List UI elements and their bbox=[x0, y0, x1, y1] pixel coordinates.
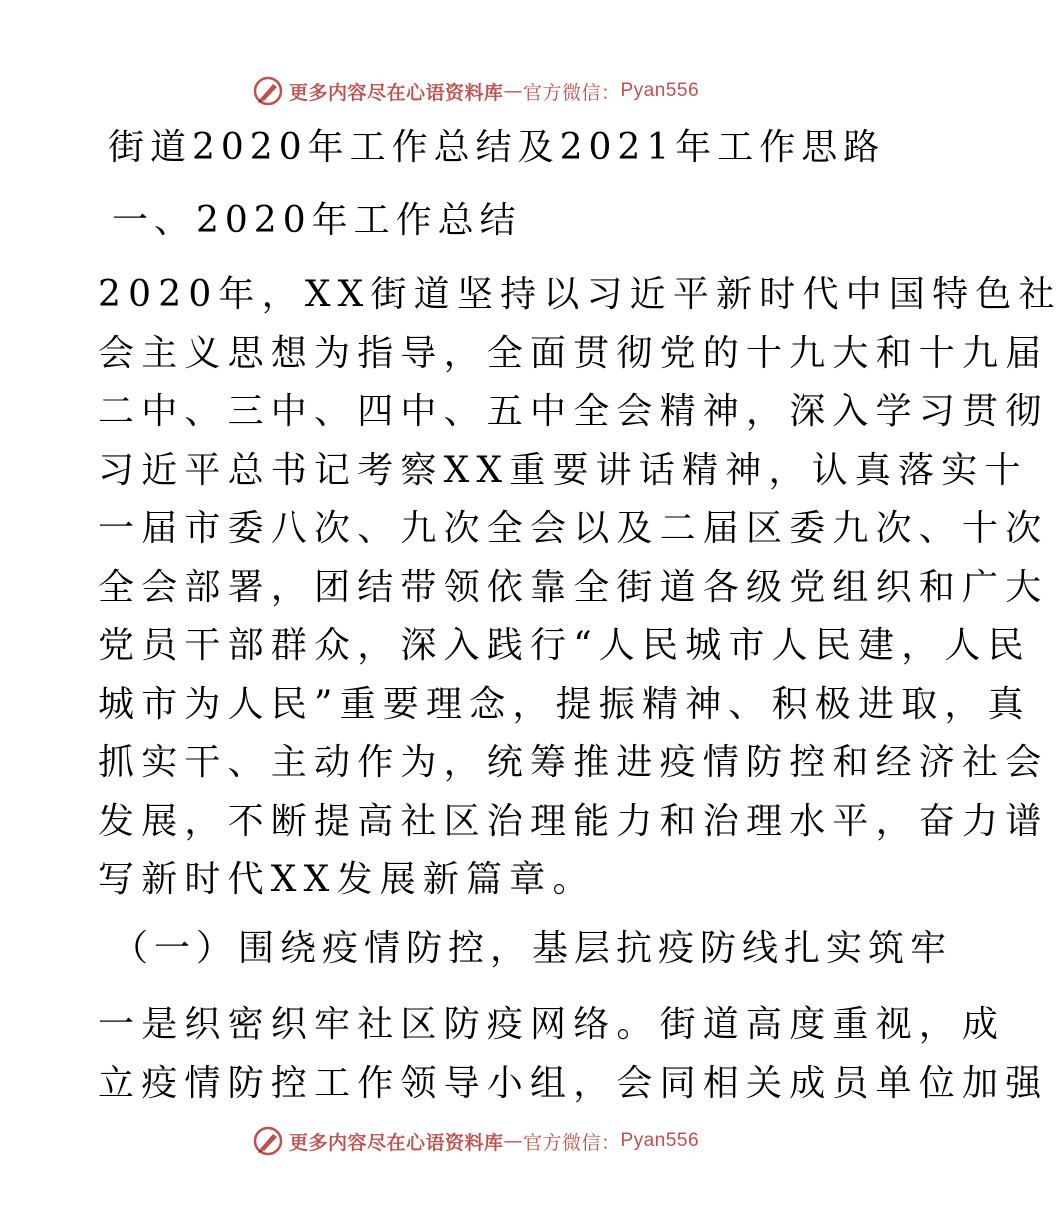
watermark-wechat-label: 官方微信： bbox=[522, 81, 621, 104]
text-line: 全会部署，团结带领依靠全街道各级党组织和广大 bbox=[98, 566, 1049, 608]
pen-logo-icon bbox=[251, 1124, 285, 1158]
text-line: 写新时代XX发展新篇章。 bbox=[98, 859, 596, 900]
text-line: 立疫情防控工作领导小组，会同相关成员单位加强 bbox=[98, 1062, 1049, 1104]
text-line: 习近平总书记考察XX重要讲话精神，认真落实十 bbox=[98, 449, 1028, 491]
text-line: 会主义思想为指导，全面贯彻党的十九大和十九届 bbox=[98, 332, 1049, 374]
document-title: 街道2020年工作总结及2021年工作思路 bbox=[108, 127, 886, 168]
watermark-dash: — bbox=[503, 1130, 523, 1152]
watermark-account: Pyan556 bbox=[620, 80, 700, 101]
watermark-dash: — bbox=[503, 80, 523, 102]
watermark-header bbox=[0, 74, 950, 108]
watermark-site: 更多内容尽在心语资料库 bbox=[288, 81, 504, 104]
pen-logo-icon bbox=[251, 74, 285, 108]
subsection-heading: （一）围绕疫情防控，基层抗疫防线扎实筑牢 bbox=[112, 928, 953, 969]
text-line: 2020年，XX街道坚持以习近平新时代中国特色社 bbox=[98, 274, 1062, 315]
text-line: 城市为人民”重要理念，提振精神、积极进取，真 bbox=[98, 683, 1031, 725]
paragraph-epidemic bbox=[98, 996, 1049, 1113]
watermark-footer bbox=[0, 1124, 950, 1158]
text-line: 党员干部群众，深入践行“人民城市人民建，人民 bbox=[98, 625, 1031, 666]
text-line: 抓实干、主动作为，统筹推进疫情防控和经济社会 bbox=[98, 742, 1049, 783]
watermark-wechat-label: 官方微信： bbox=[522, 1131, 621, 1154]
section-heading: 一、2020年工作总结 bbox=[112, 200, 522, 241]
text-line: 二中、三中、四中、五中全会精神，深入学习贯彻 bbox=[98, 391, 1049, 432]
paragraph-summary bbox=[98, 266, 1062, 910]
watermark-site: 更多内容尽在心语资料库 bbox=[288, 1131, 504, 1154]
text-line: 一届市委八次、九次全会以及二届区委九次、十次 bbox=[98, 508, 1049, 549]
text-line: 一是织密织牢社区防疫网络。街道高度重视，成 bbox=[98, 1004, 1006, 1045]
text-line: 发展，不断提高社区治理能力和治理水平，奋力谱 bbox=[98, 800, 1049, 842]
watermark-account: Pyan556 bbox=[620, 1130, 700, 1151]
